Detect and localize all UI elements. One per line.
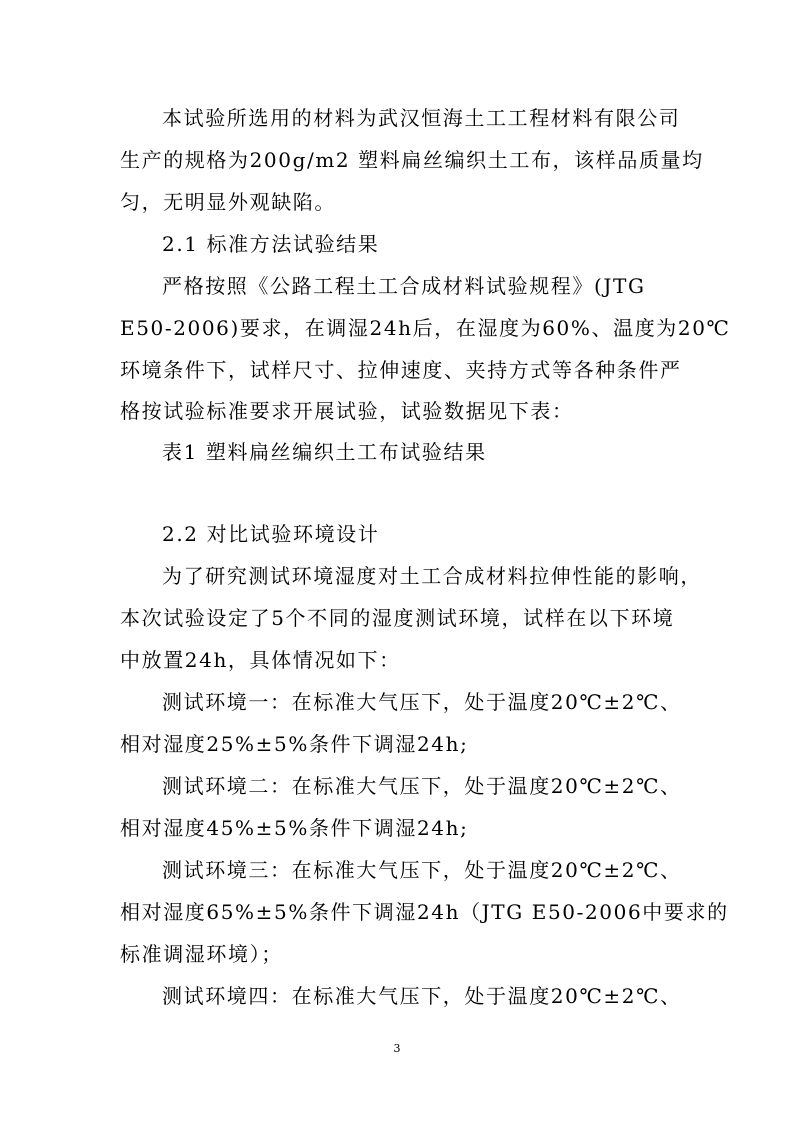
paragraph-1-line-3: 匀，无明显外观缺陷。	[120, 190, 336, 214]
env-4-line-1: 测试环境四：在标准大气压下，处于温度20℃±2℃、	[162, 984, 682, 1008]
env-3-line-1: 测试环境三：在标准大气压下，处于温度20℃±2℃、	[162, 858, 682, 882]
paragraph-3-line-1: 为了研究测试环境湿度对土工合成材料拉伸性能的影响，	[162, 564, 702, 588]
env-2-line-1: 测试环境二：在标准大气压下，处于温度20℃±2℃、	[162, 774, 682, 798]
page-number: 3	[393, 1042, 401, 1055]
paragraph-1-line-2: 生产的规格为200g/m2 塑料扁丝编织土工布，该样品质量均	[120, 148, 704, 172]
env-2-line-2: 相对湿度45%±5%条件下调湿24h;	[120, 816, 469, 840]
paragraph-2-line-2: E50-2006)要求，在调湿24h后，在湿度为60%、温度为20℃	[120, 316, 731, 340]
section-2-2-heading: 2.2 对比试验环境设计	[162, 522, 380, 546]
table-caption: 表1 塑料扁丝编织土工布试验结果	[162, 440, 487, 464]
env-3-line-2: 相对湿度65%±5%条件下调湿24h（JTG E50-2006中要求的	[120, 900, 729, 924]
paragraph-2-line-4: 格按试验标准要求开展试验，试验数据见下表：	[120, 399, 574, 423]
paragraph-1-line-1: 本试验所选用的材料为武汉恒海土工工程材料有限公司	[162, 106, 681, 130]
env-3-line-3: 标准调湿环境）；	[120, 942, 283, 966]
section-2-1-heading: 2.1 标准方法试验结果	[162, 232, 380, 256]
paragraph-3-line-2: 本次试验设定了5个不同的湿度测试环境，试样在以下环境	[120, 606, 675, 630]
paragraph-3-line-3: 中放置24h，具体情况如下：	[120, 648, 401, 672]
paragraph-2-line-3: 环境条件下，试样尺寸、拉伸速度、夹持方式等各种条件严	[120, 358, 682, 382]
env-1-line-1: 测试环境一：在标准大气压下，处于温度20℃±2℃、	[162, 690, 682, 714]
paragraph-2-line-1: 严格按照《公路工程土工合成材料试验规程》(JTG	[162, 274, 646, 298]
env-1-line-2: 相对湿度25%±5%条件下调湿24h;	[120, 732, 469, 756]
